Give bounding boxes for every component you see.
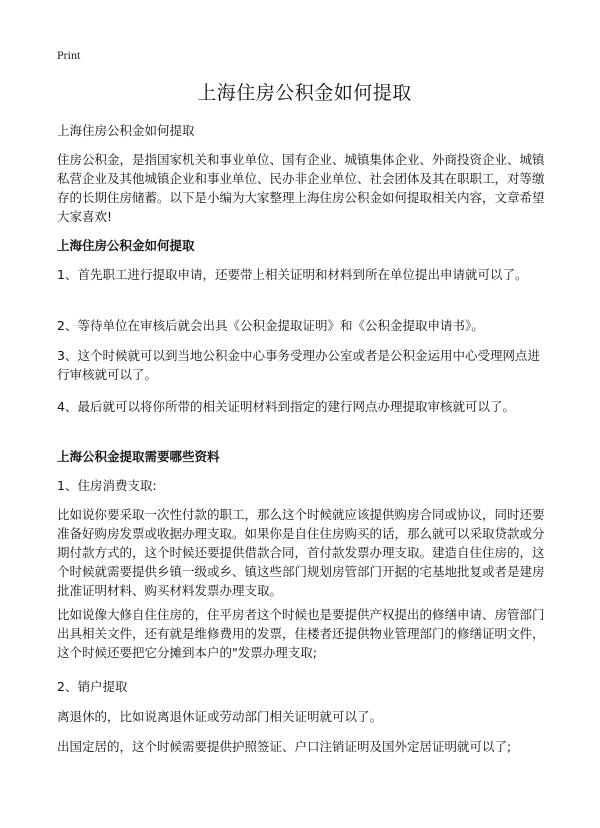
item-2-paragraph-2: 出国定居的，这个时候需要提供护照签证、户口注销证明及国外定居证明就可以了; bbox=[57, 739, 512, 754]
step-1: 1、首先职工进行提取申请，还要带上相关证明和材料到所在单位提出申请就可以了。 bbox=[57, 267, 528, 282]
item-2-paragraph-1: 离退休的，比如说离退休证或劳动部门相关证明就可以了。 bbox=[57, 709, 383, 724]
print-link[interactable]: Print bbox=[57, 48, 81, 62]
item-1-title: 1、住房消费支取: bbox=[57, 478, 157, 493]
intro-paragraph: 住房公积金，是指国家机关和事业单位、国有企业、城镇集体企业、外商投资企业、城镇私营企业及其他城镇企业和事业单位、民办非企业单位、社会团体及其在职职工，对等缴存的长期住房储蓄。以下是小编为大家整理上海住房公积金如何提取相关内容，文章希望大家喜欢! bbox=[57, 152, 545, 224]
step-2: 2、等待单位在审核后就会出具《公积金提取证明》和《公积金提取申请书》。 bbox=[57, 318, 484, 333]
item-2-title: 2、销户提取 bbox=[57, 679, 128, 694]
page-title: 上海住房公积金如何提取 bbox=[197, 82, 412, 104]
step-4: 4、最后就可以将你所带的相关证明材料到指定的建行网点办理提取审核就可以了。 bbox=[57, 399, 515, 414]
step-3: 3、这个时候就可以到当地公积金中心事务受理办公室或者是公积金运用中心受理网点进行审核就可以了。 bbox=[57, 348, 540, 382]
section-heading-how-to-withdraw: 上海住房公积金如何提取 bbox=[57, 238, 195, 253]
section-heading-required-documents: 上海公积金提取需要哪些资料 bbox=[57, 449, 220, 464]
item-1-paragraph-2: 比如说像大修自住住房的，住平房者这个时候也是要提供产权提出的修缮申请、房管部门出具相关文件，还有就是维修费用的发票，住楼者还提供物业管理部门的修缮证明文件，这个时候还要把它分摊到本户的"发票办理支取; bbox=[57, 607, 545, 660]
subtitle: 上海住房公积金如何提取 bbox=[57, 123, 195, 138]
item-1-paragraph-1: 比如说你要采取一次性付款的职工，那么这个时候就应该提供购房合同或协议，同时还要准备好购房发票或收据办理支取。如果你是自住住房购买的话，那么就可以采取贷款或分期付款方式的，这个时候还要提供借款合同，首付款发票办理支取。建造自住住房的，这个时候就需要提供乡镇一级或乡、镇这些部门规划房管部门开据的宅基地批复或者是建房批准证明材料、购买材料发票办理支取。 bbox=[57, 507, 545, 598]
